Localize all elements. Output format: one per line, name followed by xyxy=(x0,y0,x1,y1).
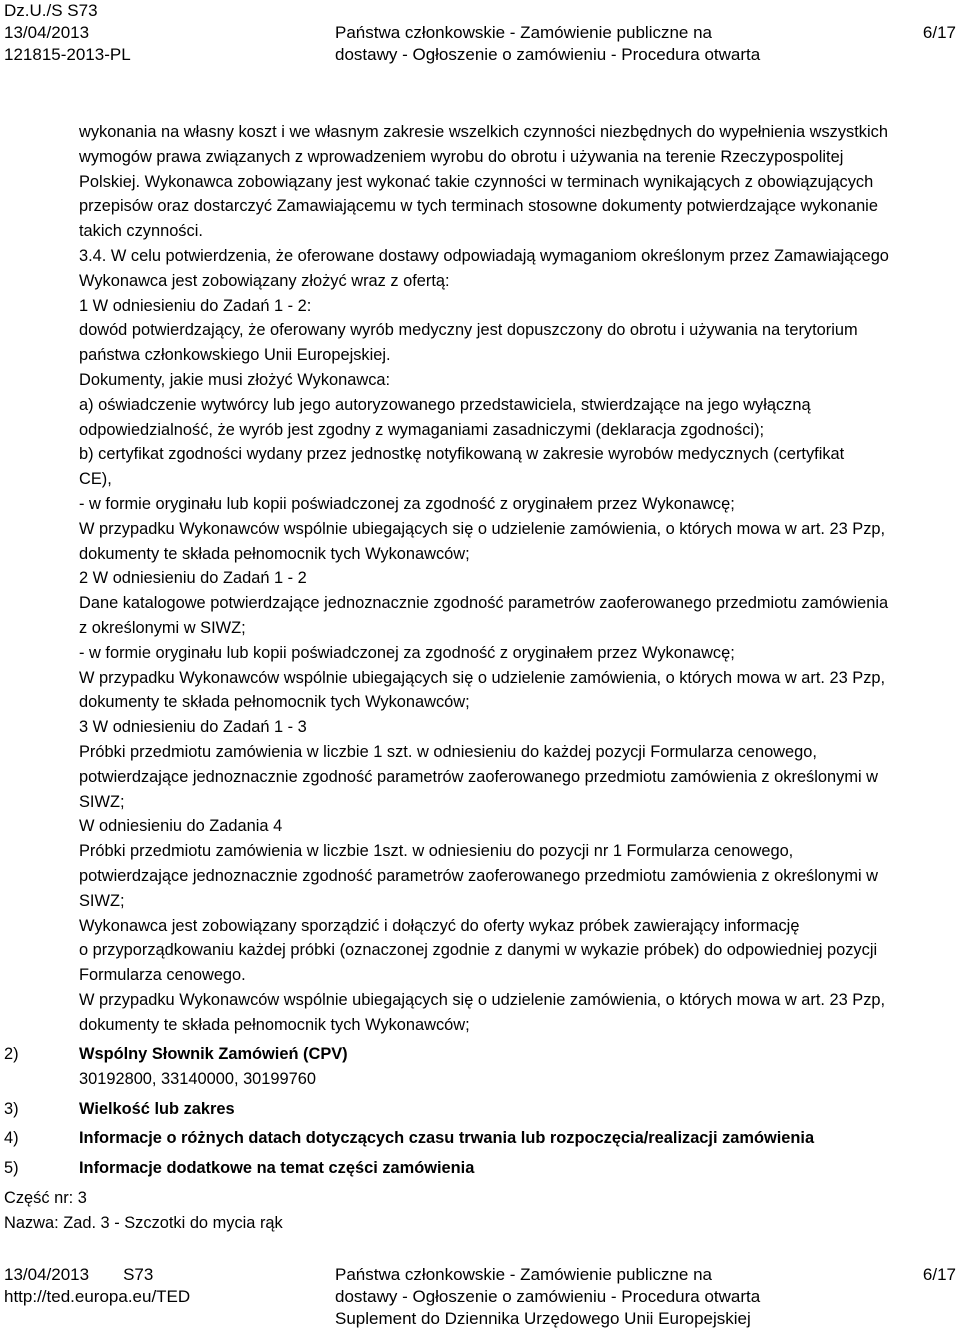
body-line: W przypadku Wykonawców wspólnie ubiegających się o udzielenie zamówienia, o których mowa w art. 23 Pzp, xyxy=(79,668,886,687)
body-line: Wykonawca jest zobowiązany złożyć wraz z ofertą: xyxy=(79,271,450,290)
body-line: Polskiej. Wykonawca zobowiązany jest wykonać takie czynności w terminach wynikających z obowiązujących xyxy=(79,172,874,191)
body-line: 2 W odniesieniu do Zadań 1 - 2 xyxy=(79,569,307,588)
section-detail: 30192800, 33140000, 30199760 xyxy=(79,1069,316,1088)
body-line: - w formie oryginału lub kopii poświadczonej za zgodność z oryginałem przez Wykonawcę; xyxy=(79,494,735,513)
part-name: Nazwa: Zad. 3 - Szczotki do mycia rąk xyxy=(4,1213,283,1232)
body-line: potwierdzające jednoznacznie zgodność parametrów zaoferowanego przedmiotu zamówienia z określonymi w xyxy=(79,767,879,786)
body-line: dokumenty te składa pełnomocnik tych Wykonawców; xyxy=(79,1015,470,1034)
body-line: W przypadku Wykonawców wspólnie ubiegających się o udzielenie zamówienia, o których mowa w art. 23 Pzp, xyxy=(79,990,886,1009)
header-title-line1: Państwa członkowskie - Zamówienie publiczne na xyxy=(335,23,713,42)
body-line: 3.4. W celu potwierdzenia, że oferowane dostawy odpowiadają wymaganiom określonym przez Zamawiającego xyxy=(79,246,889,265)
footer-title-line3: Suplement do Dziennika Urzędowego Unii Europejskiej xyxy=(335,1309,751,1328)
body-line: dokumenty te składa pełnomocnik tych Wykonawców; xyxy=(79,693,470,712)
body-line: SIWZ; xyxy=(79,891,125,910)
section-scope xyxy=(4,1097,954,1122)
footer-url[interactable]: http://ted.europa.eu/TED xyxy=(4,1287,191,1306)
notice-body xyxy=(79,120,955,1037)
section-title: Wspólny Słownik Zamówień (CPV) xyxy=(79,1045,348,1063)
body-line: takich czynności. xyxy=(79,222,203,241)
section-title: Informacje o różnych datach dotyczących czasu trwania lub rozpoczęcia/realizacji zamówienia xyxy=(79,1129,815,1148)
section-cpv xyxy=(4,1042,954,1092)
section-title: Wielkość lub zakres xyxy=(79,1099,235,1118)
body-line: dokumenty te składa pełnomocnik tych Wykonawców; xyxy=(79,544,470,563)
body-line: a) oświadczenie wytwórcy lub jego autoryzowanego przedstawiciela, stwierdzające na jego wyłączną xyxy=(79,395,811,414)
body-line: b) certyfikat zgodności wydany przez jednostkę notyfikowaną w zakresie wyrobów medycznych (certyfikat xyxy=(79,445,845,464)
header-left xyxy=(4,0,131,66)
section-number: 3) xyxy=(4,1099,19,1118)
header-title xyxy=(335,0,760,66)
body-line: - w formie oryginału lub kopii poświadczonej za zgodność z oryginałem przez Wykonawcę; xyxy=(79,643,735,662)
body-line: W odniesieniu do Zadania 4 xyxy=(79,817,283,836)
body-line: przepisów oraz dostarczyć Zamawiającemu w tych terminach stosowne dokumenty potwierdzające wykonanie xyxy=(79,197,878,216)
footer-issue: S73 xyxy=(123,1265,154,1284)
section-dates xyxy=(4,1126,954,1151)
body-line: SIWZ; xyxy=(79,792,125,811)
body-line: o przyporządkowaniu każdej próbki (oznaczonej zgodnie z danymi w wykazie próbek) do odpowiedniej pozycji xyxy=(79,941,878,960)
body-line: Wykonawca jest zobowiązany sporządzić i dołączyć do oferty wykaz próbek zawierający informację xyxy=(79,916,800,935)
body-line: Formularza cenowego. xyxy=(79,966,246,985)
body-line: z określonymi w SIWZ; xyxy=(79,618,246,637)
footer-title-line1: Państwa członkowskie - Zamówienie publiczne na xyxy=(335,1265,713,1284)
section-number: 2) xyxy=(4,1045,19,1063)
body-line: wykonania na własny koszt i we własnym zakresie wszelkich czynności niezbędnych do wypełnienia wszystkich xyxy=(79,123,888,141)
body-line: Próbki przedmiotu zamówienia w liczbie 1 szt. w odniesieniu do każdej pozycji Formularza cenowego, xyxy=(79,742,817,761)
body-line: państwa członkowskiego Unii Europejskiej. xyxy=(79,346,391,365)
body-line: wymogów prawa związanych z wprowadzeniem wyrobu do obrotu i używania na terenie Rzeczypospolitej xyxy=(79,147,844,166)
footer-title-line2: dostawy - Ogłoszenie o zamówieniu - Procedura otwarta xyxy=(335,1287,761,1306)
body-line: Próbki przedmiotu zamówienia w liczbie 1szt. w odniesieniu do pozycji nr 1 Formularza cenowego, xyxy=(79,842,794,861)
body-line: 3 W odniesieniu do Zadań 1 - 3 xyxy=(79,718,307,737)
body-line: 1 W odniesieniu do Zadań 1 - 2: xyxy=(79,296,312,315)
body-line: CE), xyxy=(79,470,112,489)
section-number: 4) xyxy=(4,1129,19,1148)
section-number: 5) xyxy=(4,1159,19,1178)
body-line: W przypadku Wykonawców wspólnie ubiegających się o udzielenie zamówienia, o których mowa w art. 23 Pzp, xyxy=(79,519,886,538)
body-line: Dane katalogowe potwierdzające jednoznacznie zgodność parametrów zaoferowanego przedmiotu zamówienia xyxy=(79,594,889,613)
header-page-number: 6/17 xyxy=(922,23,956,42)
journal-ref: Dz.U./S S73 xyxy=(4,1,98,20)
body-line: potwierdzające jednoznacznie zgodność parametrów zaoferowanego przedmiotu zamówienia z określonymi w xyxy=(79,866,879,885)
section-title: Informacje dodatkowe na temat części zamówienia xyxy=(79,1159,475,1178)
notice-ref: 121815-2013-PL xyxy=(4,45,131,64)
footer-date: 13/04/2013 xyxy=(4,1265,90,1284)
header-title-line2: dostawy - Ogłoszenie o zamówieniu - Procedura otwarta xyxy=(335,45,761,64)
body-line: odpowiedzialność, że wyrób jest zgodny z wymaganiami zasadniczymi (deklaracja zgodności); xyxy=(79,420,765,439)
footer-left xyxy=(4,1264,190,1308)
body-line: Dokumenty, jakie musi złożyć Wykonawca: xyxy=(79,370,391,389)
footer-page-number: 6/17 xyxy=(922,1265,956,1284)
sections-list xyxy=(4,1042,954,1236)
footer-title xyxy=(335,1264,760,1330)
section-additional-info xyxy=(4,1156,954,1181)
part-number: Część nr: 3 xyxy=(4,1188,87,1207)
body-line: dowód potwierdzający, że oferowany wyrób medyczny jest dopuszczony do obrotu i używania na terytorium xyxy=(79,321,858,340)
header-date: 13/04/2013 xyxy=(4,23,90,42)
